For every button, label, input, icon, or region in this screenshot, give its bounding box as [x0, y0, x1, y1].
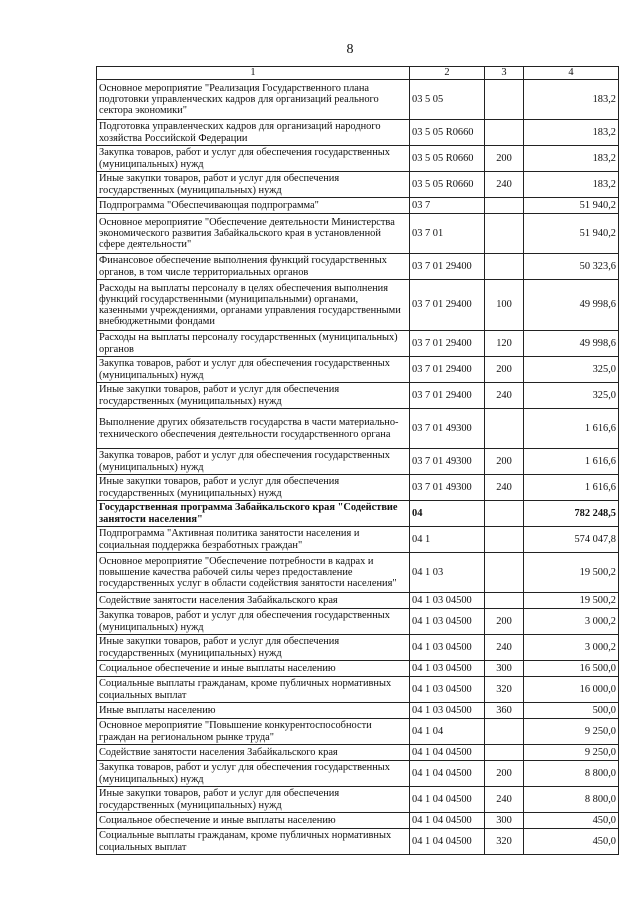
row-code-cell: 03 7 01 49300	[410, 449, 485, 475]
row-name-cell: Иные закупки товаров, работ и услуг для обеспечения государственных (муниципальных) нужд	[97, 383, 410, 409]
row-amount-cell: 50 323,6	[524, 254, 619, 280]
row-code-cell: 04 1 04 04500	[410, 787, 485, 813]
table-row	[97, 198, 619, 214]
row-code-cell: 04 1 03	[410, 553, 485, 593]
row-amount-cell: 8 800,0	[524, 761, 619, 787]
row-name-cell: Расходы на выплаты персоналу в целях обеспечения выполнения функций государственными (муниципальными) органами, казенными учреждениями, органами управления государственными внебюджетными фондами	[97, 280, 410, 331]
row-amount-cell: 500,0	[524, 703, 619, 719]
table-row	[97, 745, 619, 761]
row-amount-cell: 49 998,6	[524, 280, 619, 331]
row-code-cell: 04 1 03 04500	[410, 593, 485, 609]
row-type-cell: 300	[485, 661, 524, 677]
row-type-cell	[485, 527, 524, 553]
table-row	[97, 677, 619, 703]
row-name-cell: Закупка товаров, работ и услуг для обеспечения государственных (муниципальных) нужд	[97, 449, 410, 475]
row-code-cell: 03 7 01 29400	[410, 254, 485, 280]
row-amount-cell: 325,0	[524, 383, 619, 409]
row-amount-cell: 51 940,2	[524, 198, 619, 214]
row-name-cell: Подпрограмма "Активная политика занятости населения и социальная поддержка безработных граждан"	[97, 527, 410, 553]
row-type-cell: 240	[485, 475, 524, 501]
table-row	[97, 609, 619, 635]
table-row	[97, 593, 619, 609]
row-type-cell	[485, 198, 524, 214]
row-name-cell: Закупка товаров, работ и услуг для обеспечения государственных (муниципальных) нужд	[97, 761, 410, 787]
row-amount-cell: 1 616,6	[524, 449, 619, 475]
row-name-cell: Подпрограмма "Обеспечивающая подпрограмма"	[97, 198, 410, 214]
row-type-cell: 240	[485, 172, 524, 198]
table-row	[97, 719, 619, 745]
row-type-cell: 360	[485, 703, 524, 719]
row-amount-cell: 782 248,5	[524, 501, 619, 527]
row-type-cell	[485, 214, 524, 254]
row-amount-cell: 1 616,6	[524, 475, 619, 501]
row-code-cell: 04 1 04 04500	[410, 761, 485, 787]
row-name-cell: Государственная программа Забайкальского края "Содействие занятости населения"	[97, 501, 410, 527]
column-header-name: 1	[97, 67, 410, 80]
row-amount-cell: 183,2	[524, 172, 619, 198]
table-header-row	[97, 67, 619, 80]
row-name-cell: Социальные выплаты гражданам, кроме публичных нормативных социальных выплат	[97, 829, 410, 855]
row-name-cell: Иные выплаты населению	[97, 703, 410, 719]
row-amount-cell: 3 000,2	[524, 635, 619, 661]
row-type-cell	[485, 553, 524, 593]
row-name-cell: Подготовка управленческих кадров для организаций народного хозяйства Российской Федерации	[97, 120, 410, 146]
row-code-cell: 03 5 05 R0660	[410, 172, 485, 198]
row-type-cell	[485, 719, 524, 745]
row-name-cell: Социальное обеспечение и иные выплаты населению	[97, 813, 410, 829]
page-number: 8	[346, 42, 354, 57]
row-code-cell: 03 7 01 29400	[410, 383, 485, 409]
row-amount-cell: 450,0	[524, 813, 619, 829]
row-name-cell: Содействие занятости населения Забайкальского края	[97, 745, 410, 761]
table-row	[97, 527, 619, 553]
row-code-cell: 04 1 03 04500	[410, 703, 485, 719]
row-name-cell: Выполнение других обязательств государства в части материально-технического обеспечения деятельности государственного органа	[97, 409, 410, 449]
row-name-cell: Основное мероприятие "Повышение конкурентоспособности граждан на региональном рынке труда"	[97, 719, 410, 745]
table-row	[97, 475, 619, 501]
table-row	[97, 254, 619, 280]
column-header-amount: 4	[524, 67, 619, 80]
row-amount-cell: 450,0	[524, 829, 619, 855]
row-name-cell: Основное мероприятие "Реализация Государственного плана подготовки управленческих кадров для организаций реального сектора экономики"	[97, 80, 410, 120]
row-type-cell: 200	[485, 357, 524, 383]
row-code-cell: 04	[410, 501, 485, 527]
row-amount-cell: 183,2	[524, 120, 619, 146]
row-name-cell: Иные закупки товаров, работ и услуг для обеспечения государственных (муниципальных) нужд	[97, 475, 410, 501]
table-row	[97, 357, 619, 383]
table-row	[97, 501, 619, 527]
row-name-cell: Иные закупки товаров, работ и услуг для обеспечения государственных (муниципальных) нужд	[97, 172, 410, 198]
table-row	[97, 383, 619, 409]
row-code-cell: 04 1 04 04500	[410, 829, 485, 855]
row-amount-cell: 325,0	[524, 357, 619, 383]
table-row	[97, 120, 619, 146]
table-row	[97, 661, 619, 677]
row-type-cell	[485, 120, 524, 146]
row-type-cell: 200	[485, 146, 524, 172]
row-amount-cell: 19 500,2	[524, 593, 619, 609]
row-name-cell: Закупка товаров, работ и услуг для обеспечения государственных (муниципальных) нужд	[97, 609, 410, 635]
row-code-cell: 03 5 05	[410, 80, 485, 120]
table-row	[97, 80, 619, 120]
row-name-cell: Основное мероприятие "Обеспечение деятельности Министерства экономического развития Забайкальского края в установленной сфере деятельности"	[97, 214, 410, 254]
row-code-cell: 04 1 03 04500	[410, 635, 485, 661]
row-type-cell	[485, 501, 524, 527]
table-row	[97, 787, 619, 813]
table-body	[97, 80, 619, 855]
row-name-cell: Основное мероприятие "Обеспечение потребности в кадрах и повышение качества рабочей силы через предоставление государственных услуг в области содействия занятости населения"	[97, 553, 410, 593]
row-type-cell: 300	[485, 813, 524, 829]
table-row	[97, 280, 619, 331]
table-row	[97, 635, 619, 661]
row-code-cell: 04 1 03 04500	[410, 661, 485, 677]
row-name-cell: Расходы на выплаты персоналу государственных (муниципальных) органов	[97, 331, 410, 357]
row-name-cell: Финансовое обеспечение выполнения функций государственных органов, в том числе территориальных органов	[97, 254, 410, 280]
row-amount-cell: 3 000,2	[524, 609, 619, 635]
column-header-code: 2	[410, 67, 485, 80]
row-amount-cell: 51 940,2	[524, 214, 619, 254]
row-code-cell: 03 5 05 R0660	[410, 120, 485, 146]
row-code-cell: 04 1	[410, 527, 485, 553]
row-name-cell: Иные закупки товаров, работ и услуг для обеспечения государственных (муниципальных) нужд	[97, 787, 410, 813]
row-amount-cell: 16 500,0	[524, 661, 619, 677]
row-type-cell: 100	[485, 280, 524, 331]
table-row	[97, 761, 619, 787]
table-row	[97, 214, 619, 254]
row-amount-cell: 183,2	[524, 146, 619, 172]
row-amount-cell: 16 000,0	[524, 677, 619, 703]
row-type-cell	[485, 409, 524, 449]
table-row	[97, 829, 619, 855]
budget-table	[96, 66, 619, 855]
row-type-cell: 120	[485, 331, 524, 357]
row-type-cell: 320	[485, 829, 524, 855]
row-amount-cell: 8 800,0	[524, 787, 619, 813]
row-code-cell: 04 1 03 04500	[410, 677, 485, 703]
table-row	[97, 172, 619, 198]
row-code-cell: 04 1 04	[410, 719, 485, 745]
row-name-cell: Социальное обеспечение и иные выплаты населению	[97, 661, 410, 677]
row-type-cell: 320	[485, 677, 524, 703]
row-code-cell: 04 1 04 04500	[410, 745, 485, 761]
row-type-cell	[485, 593, 524, 609]
row-name-cell: Содействие занятости населения Забайкальского края	[97, 593, 410, 609]
row-type-cell	[485, 254, 524, 280]
row-code-cell: 03 7 01	[410, 214, 485, 254]
row-name-cell: Иные закупки товаров, работ и услуг для обеспечения государственных (муниципальных) нужд	[97, 635, 410, 661]
row-code-cell: 03 7 01 29400	[410, 280, 485, 331]
row-code-cell: 04 1 04 04500	[410, 813, 485, 829]
table-row	[97, 409, 619, 449]
row-name-cell: Социальные выплаты гражданам, кроме публичных нормативных социальных выплат	[97, 677, 410, 703]
row-code-cell: 03 7 01 49300	[410, 409, 485, 449]
table-row	[97, 703, 619, 719]
row-amount-cell: 183,2	[524, 80, 619, 120]
table-row	[97, 553, 619, 593]
row-name-cell: Закупка товаров, работ и услуг для обеспечения государственных (муниципальных) нужд	[97, 357, 410, 383]
row-amount-cell: 574 047,8	[524, 527, 619, 553]
row-amount-cell: 1 616,6	[524, 409, 619, 449]
row-type-cell: 200	[485, 449, 524, 475]
row-amount-cell: 49 998,6	[524, 331, 619, 357]
column-header-type: 3	[485, 67, 524, 80]
row-code-cell: 03 7	[410, 198, 485, 214]
row-amount-cell: 9 250,0	[524, 719, 619, 745]
row-type-cell	[485, 80, 524, 120]
row-code-cell: 04 1 03 04500	[410, 609, 485, 635]
row-type-cell: 240	[485, 383, 524, 409]
row-type-cell: 240	[485, 635, 524, 661]
row-code-cell: 03 7 01 49300	[410, 475, 485, 501]
table-row	[97, 449, 619, 475]
table-row	[97, 331, 619, 357]
row-amount-cell: 9 250,0	[524, 745, 619, 761]
table-row	[97, 813, 619, 829]
row-amount-cell: 19 500,2	[524, 553, 619, 593]
row-type-cell: 240	[485, 787, 524, 813]
row-code-cell: 03 7 01 29400	[410, 331, 485, 357]
row-type-cell: 200	[485, 761, 524, 787]
row-type-cell: 200	[485, 609, 524, 635]
row-name-cell: Закупка товаров, работ и услуг для обеспечения государственных (муниципальных) нужд	[97, 146, 410, 172]
row-code-cell: 03 7 01 29400	[410, 357, 485, 383]
table-row	[97, 146, 619, 172]
row-code-cell: 03 5 05 R0660	[410, 146, 485, 172]
row-type-cell	[485, 745, 524, 761]
